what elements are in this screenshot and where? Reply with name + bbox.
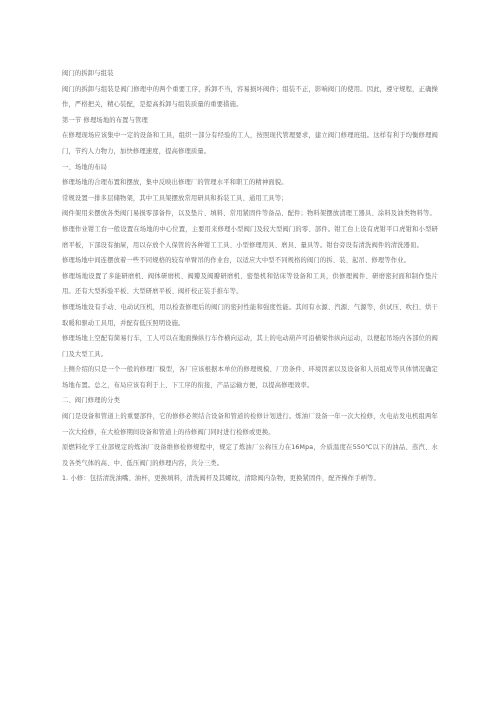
paragraph: 阀件架用来摆放各类阀门易损零部备件，以及垫片、填料、常用紧固件等备品、配件；物料架摆放清理工器具、涂料及油类物料等。: [62, 210, 436, 218]
paragraph: 修理作业钳工台一般设置在场地的中心位置，主要用来修理小型阀门及较大型阀门的零、部件。钳工台上设有虎钳平口虎钳和小型研磨平板，下部设有抽屉，用以存放个人保管的各种钳工工具、小型修理用具、磨具、量具等。钳台旁设有清洗阀件的清洗器皿。: [62, 225, 438, 249]
paragraph: 阀门的拆卸与组装是阀门修理中的两个重要工序，拆卸不当，容易损坏阀件；组装不正，影响阀门的使用。因此，遵守规程，正确操作，严格把关，精心装配，是提高拆卸与组装质量的重要措施。: [62, 85, 438, 109]
document-page: [62, 66, 438, 487]
paragraph: 修理场地设置了多能研磨机、阀体研磨机、阀瓣及阀瓣研磨机、密垫机和钻床等设备和工具，供修理阀件、研磨密封面和制作垫片用。还有大型拆验平板、大型研磨平板、阀杆校正装手推车等。: [62, 272, 438, 296]
paragraph: 在修理现场应该集中一定的设备和工具，组织一部分有经验的工人，按照现代管理要求，建立阀门修理班组。这样有利于均衡修理阀门，节约人力物力，加快修理速度，提高修理质量。: [62, 132, 438, 155]
list-item: 1. 小修：包括清洗油嘴、油杯，更换填料，清洗阀杆及其螺纹，清除阀内杂物，更换紧固件，配齐操作手柄等。: [62, 475, 380, 483]
subsection-heading: 一、场地的布局: [62, 163, 108, 171]
paragraph: 修理场地上空配有简易行车，工人可以在地面操纵行车作横向运动，其上的电动葫芦可沿横梁作纵向运动，以便起吊场内各部位的阀门及大型工具。: [62, 335, 438, 358]
paragraph: 常规设置一排多层储物架，其中工具架摆放常用研具和拆装工具、通用工具等；: [62, 194, 288, 202]
document-title: 阀门的拆卸与组装: [62, 70, 114, 77]
paragraph: 上侧介绍的只是一个一般的修理厂模型，各厂应该根据本单位的修理规模、厂房条件、环境因素以及设备和人员组成等具体情况确定场地布置。总之，布局应该有利于上、下工序的衔接，产品运输方便，以提高修理效率。: [62, 366, 438, 389]
paragraph: 阀门是设备和管道上的重要部件，它的修修必须结合设备和管道的检修计划进行。炼油厂设备一年一次大检修，火电站发电机组两年一次大检修，在大检修期间设备和管道上的待修阀门同时进行检修或更换。: [62, 413, 438, 436]
paragraph: 原燃料化学工业部规定的炼油厂设备维修检修规程中，规定了炼油厂公称压力在16Mpa，介质温度在550℃以下的油品、蒸汽、水及各类气体的高、中、低压阀门的修理内容，共分三类。: [62, 444, 438, 467]
subsection-heading: 二、阀门修理的分类: [62, 397, 121, 405]
paragraph: 修理场地中间连摆放着一些不同规格的较有单臂吊的作业台，以适应大中型不同规格的阀门的拆、装、起吊、修理等作业。: [62, 257, 411, 265]
paragraph: 修理场地设有手动、电动试压机，用以检查修理后的阀门的密封性能和强度性能。其间有水源、汽源、气源等，供试压、吹扫、烘干取暖和驱动工具用，并配有低压照明设施。: [62, 303, 438, 327]
paragraph: 修理场地的合理布置和摆放，集中反映出修理厂的管理水平和职工的精神面貌。: [62, 179, 288, 187]
section-heading: 第一节 修理场地的布置与管理: [62, 116, 148, 124]
